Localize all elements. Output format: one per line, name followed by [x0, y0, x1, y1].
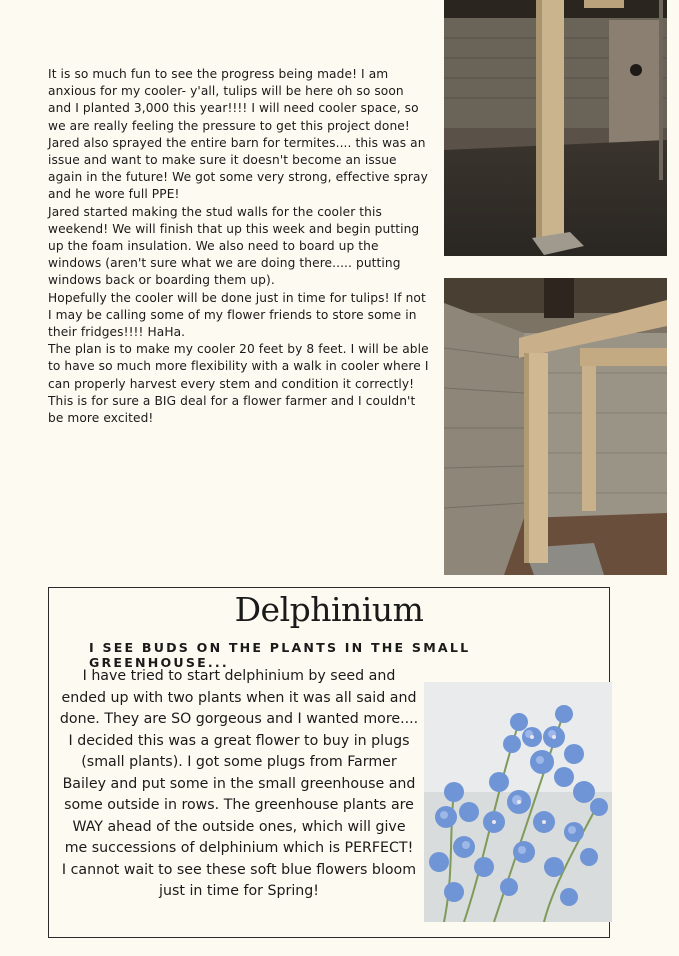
barn-photo-stud-walls: [444, 278, 667, 575]
feature-subtitle: I SEE BUDS ON THE PLANTS IN THE SMALL GREENHOUSE...: [89, 640, 471, 670]
delphinium-feature-box: [48, 587, 610, 938]
delphinium-photo: [424, 682, 612, 922]
intro-paragraph-4: Hopefully the cooler will be done just in time for tulips! If not I may be calling some of my flower friends to store some in their fridges!!!! HaHa.: [48, 290, 426, 340]
intro-paragraph-3: Jared started making the stud walls for the cooler this weekend! We will finish that up this week and begin putting up the foam insulation. We also need to board up the windows (aren't sure what we are doing there..... putting windows back or boarding them up).: [48, 204, 420, 288]
intro-paragraph-2: Jared also sprayed the entire barn for termites.... this was an issue and want to make sure it doesn't become an issue again in the future! We got some very strong, effective spray and he wore full PPE!: [48, 135, 428, 202]
intro-text: [48, 66, 430, 427]
feature-paragraph-2: I cannot wait to see these soft blue flowers bloom just in time for Spring!: [61, 861, 417, 899]
feature-title: Delphinium: [234, 590, 424, 629]
intro-paragraph-5: The plan is to make my cooler 20 feet by 8 feet. I will be able to have so much more flexibility with a walk in cooler where I can properly harvest every stem and condition it correctly! This is for sure a BIG deal for a flower farmer and I couldn't be more excited!: [48, 342, 429, 426]
barn-photo-termites: [444, 0, 667, 256]
feature-body: [59, 666, 419, 903]
feature-paragraph-1: I have tried to start delphinium by seed and ended up with two plants when it was all said and done. They are SO gorgeous and I wanted more.... I decided this was a great flower to buy in plugs (small plants). I got some plugs from Farmer Bailey and put some in the small greenhouse and some outside in rows. The greenhouse plants are WAY ahead of the outside ones, which will give me successions of delphinium which is PERFECT!: [59, 668, 419, 856]
intro-paragraph-1: It is so much fun to see the progress being made! I am anxious for my cooler- y'all, tulips will be here oh so soon and I planted 3,000 this year!!!! I will need cooler space, so we are really feeling the pressure to get this project done!: [48, 67, 419, 133]
